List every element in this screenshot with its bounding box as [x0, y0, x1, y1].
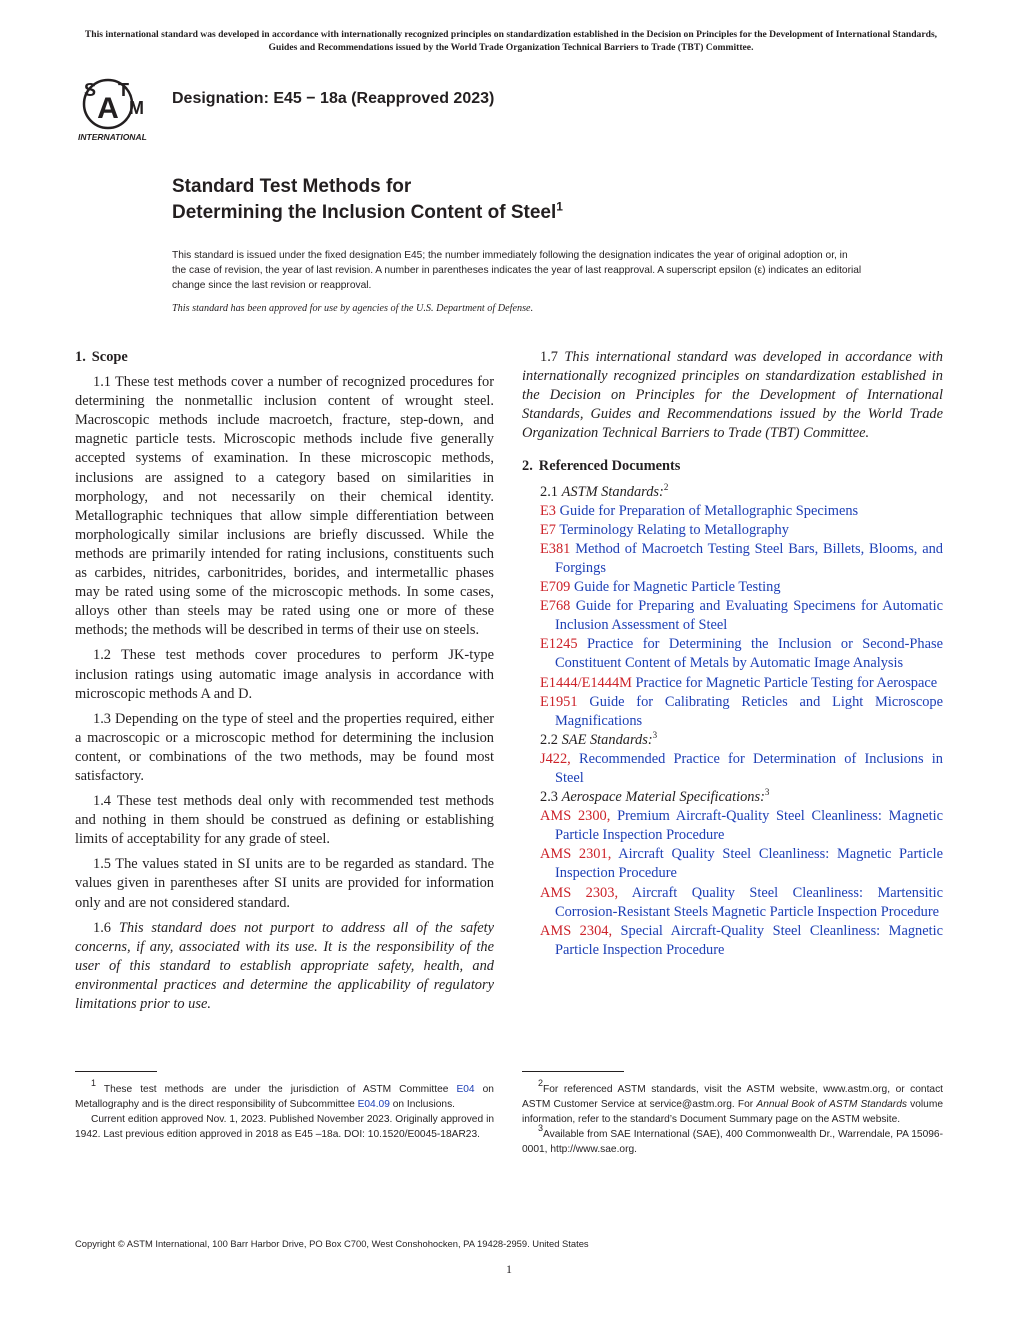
reference-item[interactable]: AMS 2304, Special Aircraft-Quality Steel Cleanliness: Magnetic Particle Inspection Procedure: [540, 922, 943, 958]
astm-logo: [74, 74, 162, 144]
paragraph-1-3: 1.3 Depending on the type of steel and the properties required, either a macroscopic or a microscopic method for determining the inclusion content, or combinations of the two methods, may be found most satisfactory.: [75, 710, 494, 784]
e04-link[interactable]: E04: [456, 1084, 475, 1095]
section-1-heading: 1. Scope: [75, 349, 128, 365]
section-2-heading: 2. Referenced Documents: [522, 458, 681, 475]
footnotes-right: [522, 1078, 943, 1157]
reference-item[interactable]: AMS 2300, Premium Aircraft-Quality Steel Cleanliness: Magnetic Particle Inspection Procedure: [540, 808, 943, 844]
reference-item[interactable]: AMS 2301, Aircraft Quality Steel Cleanliness: Magnetic Particle Inspection Procedure: [540, 846, 944, 882]
sae-reference-list: [522, 750, 943, 788]
sae-standards-heading: 2.2 SAE Standards:$^3$: [540, 729, 658, 748]
page-number: 1: [506, 1262, 512, 1276]
svg-text:A: A: [97, 92, 119, 125]
edition-note: Current edition approved Nov. 1, 2023. Published November 2023. Originally approved in 1942. Last previous edition approved in 2018 as E45 –18a. DOI: 10.1520/E0045-18AR23.: [75, 1114, 494, 1141]
footnote-1: 1 These test methods are under the jurisdiction of ASTM Committee E04 on Metallography and is the direct responsibility of Subcommittee E04.09 on Inclusions.: [75, 1078, 494, 1111]
left-column: [75, 348, 494, 1020]
reference-item[interactable]: E7 Terminology Relating to Metallography: [540, 521, 789, 538]
footnote-2: 2For referenced ASTM standards, visit the ASTM website, www.astm.org, or contact ASTM Customer Service at service@astm.org. For Annual Book of ASTM Standards volume information, refer to the standard’s Document Summary page on the ASTM website.: [522, 1078, 943, 1126]
footnote-3: 3Available from SAE International (SAE), 400 Commonwealth Dr., Warrendale, PA 15096-0001, http://www.sae.org.: [522, 1123, 943, 1156]
tbt-header-notice: This international standard was developed in accordance with internationally recognized principles on standardization established in the Decision on Principles for the Development of International Standards, Guides and Recommendations issued by the World Trade Organization Technical Barriers to Trade (TBT) Committee.: [84, 29, 938, 53]
svg-text:M: M: [129, 98, 144, 118]
footnote-divider-left: [75, 1071, 157, 1072]
footnotes-left: [75, 1078, 494, 1142]
reference-item[interactable]: E3 Guide for Preparation of Metallographic Specimens: [540, 502, 859, 519]
ams-reference-list: [522, 807, 943, 960]
paragraph-1-4: 1.4 These test methods deal only with recommended test methods and nothing in them should be construed as defining or establishing limits of acceptability for any grade of steel.: [75, 793, 494, 848]
svg-text:T: T: [118, 80, 129, 100]
reference-item[interactable]: E709 Guide for Magnetic Particle Testing: [540, 579, 781, 596]
paragraph-1-2: 1.2 These test methods cover procedures to perform JK-type inclusion ratings using automatic image analysis in accordance with microscopic methods A and D.: [75, 647, 494, 702]
astm-standards-heading: 2.1 ASTM Standards:$^2$: [540, 481, 669, 500]
paragraph-1-6: 1.6 This standard does not purport to address all of the safety concerns, if any, associated with its use. It is the responsibility of the user of this standard to establish appropriate safety, health, and environmental practices and determine the applicability of regulatory limitations prior to use.: [75, 919, 494, 1012]
ams-heading: 2.3 Aerospace Material Specifications:$^3$: [540, 787, 770, 806]
issued-note: This standard is issued under the fixed designation E45; the number immediately following the designation indicates the year of original adoption or, in the case of revision, the year of last revision. A number in parentheses indicates the year of last reapproval. A superscript epsilon (ε) indicates an editorial change since the last revision or reapproval.: [172, 250, 862, 291]
reference-item[interactable]: E1245 Practice for Determining the Inclusion or Second-Phase Constituent Content of Metals by Automatic Image Analysis: [540, 636, 943, 672]
reference-item[interactable]: E1951 Guide for Calibrating Reticles and Light Microscope Magnifications: [540, 693, 943, 729]
reference-item[interactable]: E1444/E1444M Practice for Magnetic Particle Testing for Aerospace: [540, 674, 938, 691]
title-line-1: Standard Test Methods for: [172, 176, 412, 197]
svg-text:S: S: [84, 80, 97, 100]
right-column: [522, 348, 943, 960]
paragraph-1-7: 1.7 This international standard was developed in accordance with internationally recognized principles on standardization established in the Decision on Principles for the Development of International Standards, Guides and Recommendations issued by the World Trade Organization Technical Barriers to Trade (TBT) Committee.: [522, 349, 943, 442]
dod-approval-note: This standard has been approved for use by agencies of the U.S. Department of Defense.: [172, 303, 534, 314]
astm-reference-list: [522, 502, 943, 731]
astm-logo-icon: [74, 74, 162, 144]
svg-text:INTERNATIONAL: INTERNATIONAL: [78, 132, 147, 142]
reference-item[interactable]: E768 Guide for Preparing and Evaluating Specimens for Automatic Inclusion Assessment of Steel: [540, 598, 943, 634]
paragraph-1-1: 1.1 These test methods cover a number of recognized procedures for determining the nonmetallic inclusion content of wrought steel. Macroscopic methods include macroetch, fracture, step-down, and magnetic particle tests. Microscopic methods include five generally accepted systems of examination. In these microscopic methods, inclusions are assigned to a category based on similarities in morphology, and not necessarily on their chemical identity. Metallographic techniques that allow simple differentiation between morphologically similar inclusions are briefly discussed. While the methods are primarily intended for rating inclusions, constituents such as carbides, nitrides, carbonitrides, borides, and intermetallic phases may be rated using some of the microscopic methods. In some cases, alloys other than steels may be rated using one or more of these methods; the methods will be described in terms of their use on steels.: [75, 374, 494, 639]
document-title: [172, 174, 563, 226]
title-line-2: Determining the Inclusion Content of Steel$^1$: [172, 199, 563, 223]
title-footnote-mark: 1: [556, 199, 563, 214]
reference-item[interactable]: J422, Recommended Practice for Determination of Inclusions in Steel: [540, 750, 943, 786]
reference-item[interactable]: AMS 2303, Aircraft Quality Steel Cleanliness: Martensitic Corrosion-Resistant Steels Magnetic Particle Inspection Procedure: [540, 884, 943, 920]
e04-09-link[interactable]: E04.09: [357, 1099, 390, 1111]
reference-item[interactable]: E381 Method of Macroetch Testing Steel Bars, Billets, Blooms, and Forgings: [540, 540, 943, 576]
footnote-divider-right: [522, 1071, 624, 1072]
paragraph-1-5: 1.5 The values stated in SI units are to be regarded as standard. The values given in parentheses after SI units are provided for information only and are not considered standard.: [75, 856, 494, 911]
designation: Designation: E45 − 18a (Reapproved 2023): [172, 90, 495, 107]
copyright-line: Copyright © ASTM International, 100 Barr Harbor Drive, PO Box C700, West Conshohocken, PA 19428-2959. United States: [75, 1238, 589, 1249]
